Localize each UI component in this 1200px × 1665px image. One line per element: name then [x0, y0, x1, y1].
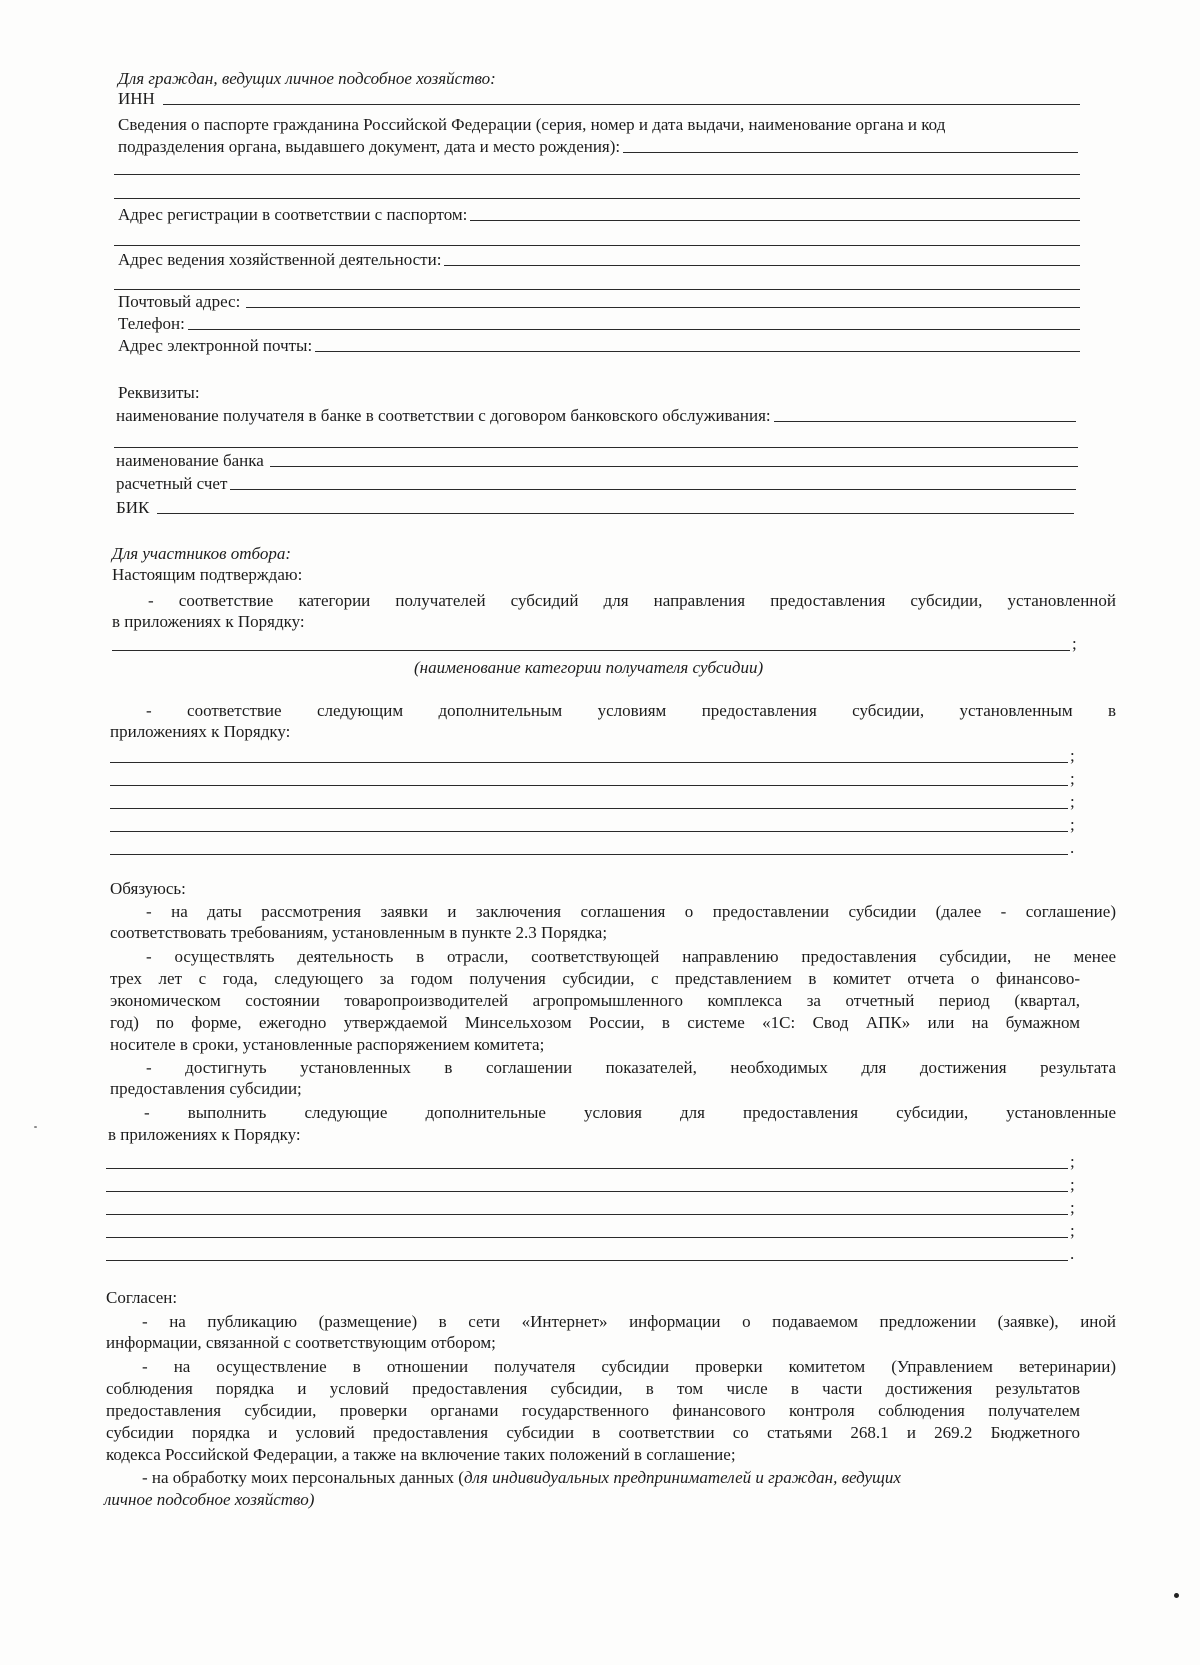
condition-line[interactable]	[110, 854, 1068, 855]
consent-2-line3: предоставления субсидии, проверки органами государственного финансового контроля соблюдения получателем	[106, 1401, 1080, 1420]
condition-line[interactable]	[110, 808, 1068, 809]
obligation-3-line1: - достигнуть установленных в соглашении показателей, необходимых для достижения результата	[146, 1058, 1116, 1077]
email-field[interactable]	[118, 335, 1080, 356]
condition-line-end: ;	[1070, 792, 1075, 811]
condition-line[interactable]	[110, 831, 1068, 832]
obligation-1-line1: - на даты рассмотрения заявки и заключения соглашения о предоставлении субсидии (далее - соглашение)	[146, 902, 1116, 921]
obligation-2-line3: экономическом состоянии товаропроизводителей агропромышленного комплекса за отчетный период (квартал,	[110, 991, 1080, 1010]
category-text-line2: в приложениях к Порядку:	[112, 612, 305, 631]
obligation-line-end: ;	[1070, 1198, 1075, 1217]
obligations-title: Обязуюсь:	[110, 879, 186, 898]
inn-label: ИНН	[118, 89, 155, 108]
obligation-line-end: ;	[1070, 1152, 1075, 1171]
obligation-4-line1: - выполнить следующие дополнительные условия для предоставления субсидии, установленные	[144, 1103, 1116, 1122]
obligation-2-line2: трех лет с года, следующего за годом получения субсидии, с представлением в комитет отчета о финансово-	[110, 969, 1080, 988]
consent-2-line2: соблюдения порядка и условий предоставления субсидии, в том числе в части достижения результатов	[106, 1379, 1080, 1398]
scan-speck	[34, 1126, 37, 1128]
obligation-line-end: ;	[1070, 1175, 1075, 1194]
recipient-name-line[interactable]	[114, 447, 1078, 448]
obligation-condition-line[interactable]	[106, 1237, 1068, 1238]
consent-2-line4: субсидии порядка и условий предоставления субсидии в соответствии со статьями 268.1 и 269.2 Бюджетного	[106, 1423, 1080, 1442]
account-field[interactable]	[116, 473, 1076, 494]
consent-3-line1	[142, 1467, 901, 1488]
postal-address-field[interactable]	[118, 291, 1080, 312]
postal-address-label: Почтовый адрес:	[118, 292, 241, 311]
consent-1-line2: информации, связанной с соответствующим отбором;	[106, 1333, 496, 1352]
condition-line[interactable]	[110, 785, 1068, 786]
phone-label: Телефон:	[118, 314, 185, 333]
scan-speck	[1174, 1593, 1179, 1598]
obligation-4-line2: в приложениях к Порядку:	[108, 1125, 301, 1144]
consent-2-line1: - на осуществление в отношении получателя субсидии проверки комитетом (Управлением ветеринарии)	[142, 1357, 1116, 1376]
obligation-condition-line[interactable]	[106, 1260, 1068, 1261]
condition-line[interactable]	[110, 762, 1068, 763]
bank-name-label: наименование банка	[116, 451, 264, 470]
obligation-line-end: ;	[1070, 1221, 1075, 1240]
obligation-2-line1: - осуществлять деятельность в отрасли, соответствующей направлению предоставления субсидии, не менее	[146, 947, 1116, 966]
recipient-name-label: наименование получателя в банке в соответствии с договором банковского обслуживания:	[116, 406, 771, 425]
confirm-label: Настоящим подтверждаю:	[112, 565, 303, 584]
consent-1-line1: - на публикацию (размещение) в сети «Интернет» информации о подаваемом предложении (заявке), иной	[142, 1312, 1116, 1331]
reg-address-label: Адрес регистрации в соответствии с паспортом:	[118, 205, 468, 224]
conditions-text-line1: - соответствие следующим дополнительным условиям предоставления субсидии, установленным в	[146, 701, 1116, 720]
passport-field-line[interactable]	[114, 174, 1080, 175]
condition-line-end: .	[1070, 838, 1075, 857]
business-address-label: Адрес ведения хозяйственной деятельности:	[118, 250, 442, 269]
category-semicolon: ;	[1072, 634, 1077, 653]
consent-3-italic: для индивидуальных предпринимателей и граждан, ведущих	[463, 1468, 901, 1487]
consent-title: Согласен:	[106, 1288, 178, 1307]
passport-label-line2: подразделения органа, выдавшего документ, дата и место рождения):	[118, 137, 621, 156]
category-text-line1: - соответствие категории получателей субсидий для направления предоставления субсидии, установленной	[148, 591, 1116, 610]
condition-line-end: ;	[1070, 769, 1075, 788]
obligation-condition-line[interactable]	[106, 1214, 1068, 1215]
bik-label: БИК	[116, 498, 150, 517]
consent-3-line2: личное подсобное хозяйство)	[104, 1490, 315, 1509]
passport-field-line[interactable]	[114, 198, 1080, 199]
inn-field[interactable]	[118, 88, 1080, 109]
citizens-section-title: Для граждан, ведущих личное подсобное хозяйство:	[118, 69, 496, 88]
business-address-field[interactable]	[118, 249, 1080, 270]
reg-address-line[interactable]	[114, 245, 1080, 246]
category-caption: (наименование категории получателя субсидии)	[414, 658, 764, 677]
obligation-2-line4: год) по форме, ежегодно утверждаемой Минсельхозом России, в системе «1С: Свод АПК» или на бумажном	[110, 1013, 1080, 1032]
condition-line-end: ;	[1070, 746, 1075, 765]
business-address-line[interactable]	[114, 289, 1080, 290]
category-field-line[interactable]	[112, 650, 1070, 651]
passport-label-line1: Сведения о паспорте гражданина Российской Федерации (серия, номер и дата выдачи, наименование органа и код	[118, 115, 946, 134]
obligation-1-line2: соответствовать требованиям, установленным в пункте 2.3 Порядка;	[110, 923, 608, 942]
recipient-name-field[interactable]	[116, 405, 1076, 426]
condition-line-end: ;	[1070, 815, 1075, 834]
obligation-condition-line[interactable]	[106, 1191, 1068, 1192]
account-label: расчетный счет	[116, 474, 228, 493]
passport-field[interactable]	[118, 136, 1078, 157]
requisites-title: Реквизиты:	[118, 383, 200, 402]
participants-title: Для участников отбора:	[112, 544, 291, 563]
consent-3-text: - на обработку моих персональных данных (	[142, 1468, 464, 1487]
email-label: Адрес электронной почты:	[118, 336, 313, 355]
reg-address-field[interactable]	[118, 204, 1080, 225]
obligation-line-end: .	[1070, 1244, 1075, 1263]
conditions-text-line2: приложениях к Порядку:	[110, 722, 291, 741]
consent-2-line5: кодекса Российской Федерации, а также на включение таких положений в соглашение;	[106, 1445, 736, 1464]
phone-field[interactable]	[118, 313, 1080, 334]
obligation-3-line2: предоставления субсидии;	[110, 1079, 302, 1098]
obligation-2-line5: носителе в сроки, установленные распоряжением комитета;	[110, 1035, 545, 1054]
bank-name-field[interactable]	[116, 450, 1078, 471]
bik-field[interactable]	[116, 497, 1074, 518]
obligation-condition-line[interactable]	[106, 1168, 1068, 1169]
